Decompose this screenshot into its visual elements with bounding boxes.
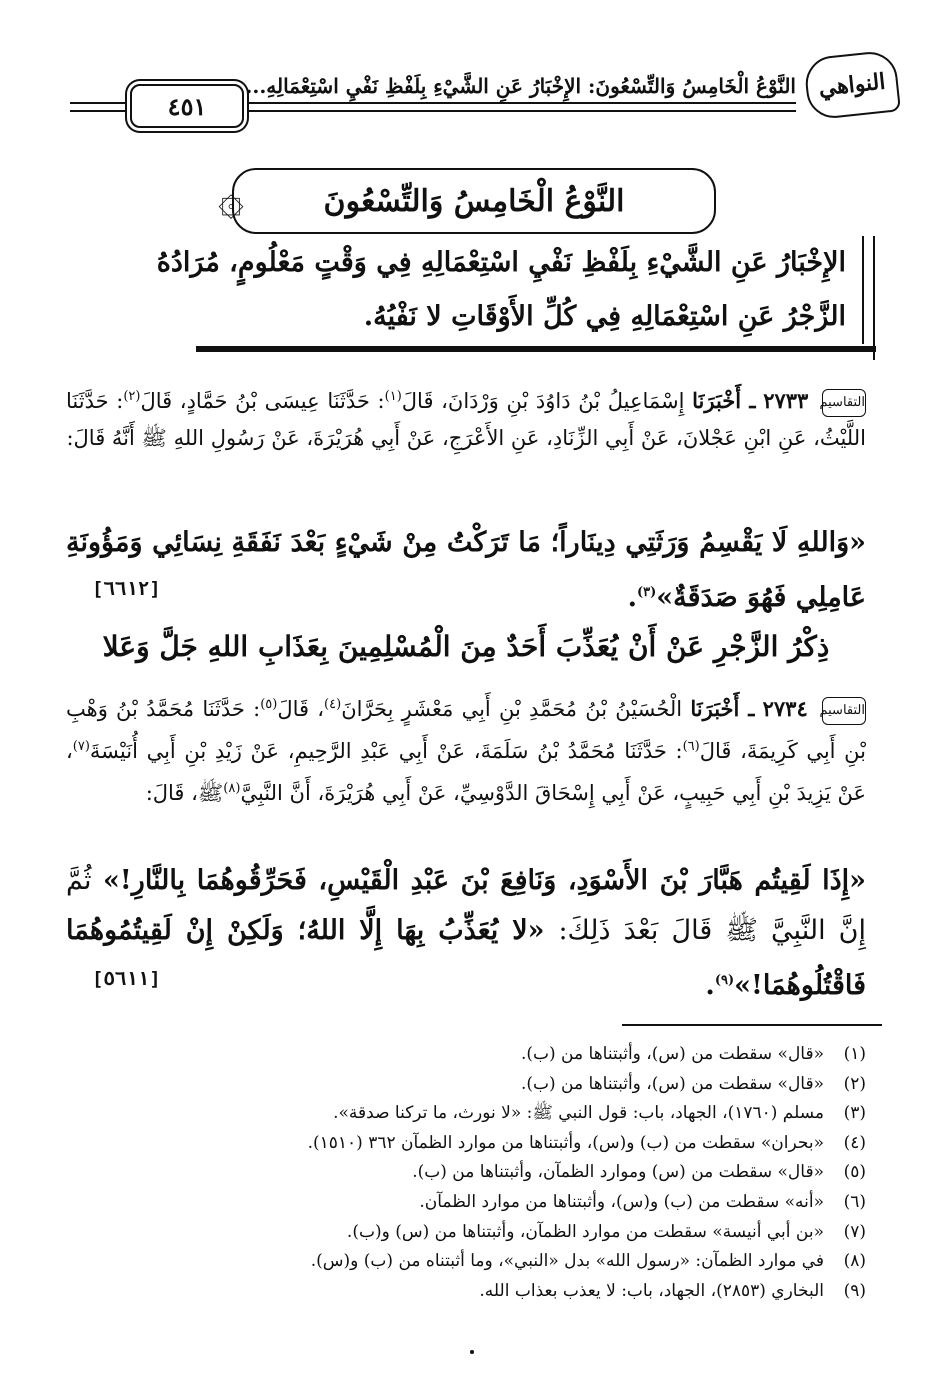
summary-side-rule <box>873 236 875 360</box>
hadith-marker-icon: التقاسيم <box>822 697 866 725</box>
footnote-separator <box>622 1024 882 1026</box>
matn-text: «إِذَا لَقِيتُم هَبَّارَ بْنَ الأَسْوَدِ، وَنَافِعَ بْنَ عَبْدِ الْقَيْسِ، فَحَرِّقُوهُمَا بِالنَّارِ!» <box>103 865 866 896</box>
footnote-ref[interactable]: (٢) <box>123 389 141 404</box>
matn-text: «وَاللهِ لَا يَقْسِمُ وَرَثَتِي دِينَاراً؛ مَا تَرَكْتُ مِنْ شَيْءٍ بَعْدَ نَفَقَةِ نِسَائِي وَمَؤُونَةِ عَامِلِي فَهُوَ صَدَقَةٌ» <box>66 527 866 613</box>
hadith-2734-reference: [٥٦١١] <box>92 968 161 990</box>
isnad-text: الْحُسَيْنُ بْنُ مُحَمَّدِ بْنِ أَبِي مَعْشَرٍ بِحَرَّانَ <box>341 697 683 721</box>
ornament-icon: ۞ <box>218 174 244 225</box>
section-subheading: ذِكْرُ الزَّجْرِ عَنْ أَنْ يُعَذِّبَ أَحَدٌ مِنَ الْمُسْلِمِينَ بِعَذَابِ اللهِ جَلَّ وَعَلا <box>102 630 830 663</box>
footnote-item: (٦) «أنه» سقطت من (ب) و(س)، وأثبتناها من موارد الظمآن. <box>419 1191 866 1212</box>
hadith-2733-reference: [٦٦١٢] <box>92 578 161 600</box>
matn-narration: ثُمَّ إِنَّ النَّبِيَّ ﷺ قَالَ بَعْدَ ذَلِكَ: <box>66 865 866 946</box>
footnote-item: (٧) «بن أبي أنيسة» سقطت من موارد الظمآن، وأثبتناها من (س) و(ب). <box>346 1221 866 1242</box>
header-rule-left <box>70 102 126 112</box>
footnote-item: (٢) «قال» سقطت من (س)، وأثبتناها من (ب). <box>520 1073 866 1094</box>
page-header <box>70 46 906 146</box>
footnote-ref[interactable]: (٤) <box>324 697 342 712</box>
isnad-text: إِسْمَاعِيلُ بْنُ دَاوُدَ بْنِ وَرْدَانَ، قَالَ <box>401 389 685 413</box>
page-bottom-dot <box>470 1350 474 1354</box>
isnad-text: : حَدَّثَنَا اللَّيْثُ، عَنِ ابْنِ عَجْلانَ، عَنْ أَبِي الزِّنَادِ، عَنِ الأَعْرَجِ، عَنْ أَبِي هُرَيْرَةَ، عَنْ رَسُولِ اللهِ ﷺ أَنَّهُ قَالَ: <box>66 389 866 450</box>
isnad-text: : حَدَّثَنَا مُحَمَّدُ بْنُ وَهْبِ بْنِ أَبِي كَرِيمَةَ، قَالَ <box>66 697 866 763</box>
hadith-2734-matn <box>66 856 866 1011</box>
footnote-item: (٣) مسلم (١٧٦٠)، الجهاد، باب: قول النبي ﷺ: «لا نورث، ما تركنا صدقة». <box>333 1103 866 1124</box>
matn-end: . <box>705 970 715 1001</box>
isnad-text: ، قَالَ <box>277 697 325 721</box>
footnote-ref[interactable]: (١) <box>384 389 402 404</box>
footnote-ref[interactable]: (٥) <box>260 697 278 712</box>
header-rule-right <box>244 102 796 112</box>
hadith-number: ٢٧٣٣ <box>763 388 809 413</box>
isnad-text: : حَدَّثَنَا مُحَمَّدُ بْنُ سَلَمَةَ، عَنْ أَبِي عَبْدِ الرَّحِيمِ، عَنْ زَيْدِ بْنِ أَبِي أُنَيْسَةَ <box>89 739 683 763</box>
section-corner-tag: النواهي <box>803 49 901 120</box>
hadith-lead: ـ أَخْبَرَنَا <box>690 696 755 721</box>
footnote-item: (١) «قال» سقطت من (س)، وأثبتناها من (ب). <box>520 1044 866 1064</box>
matn-text: «لا يُعَذِّبُ بِهَا إِلَّا اللهُ؛ وَلَكِنْ إِنْ لَقِيتُمُوهُمَا فَاقْتُلُوهُمَا!» <box>66 915 866 1001</box>
isnad-text: : حَدَّثَنَا عِيسَى بْنُ حَمَّادٍ، قَالَ <box>140 389 385 413</box>
chapter-summary: الإِخْبَارُ عَنِ الشَّيْءِ بِلَفْظِ نَفْيِ اسْتِعْمَالِهِ فِي وَقْتٍ مَعْلُومٍ، مُرَادُهُ الزَّجْرُ عَنِ اسْتِعْمَالِهِ فِي كُلِّ الأَوْقَاتِ لا نَفْيُهُ. <box>128 236 864 344</box>
hadith-2733-isnad <box>66 378 866 457</box>
footnote-item: (٥) «قال» سقطت من (س) وموارد الظمآن، وأثبتناها من (ب). <box>412 1162 866 1183</box>
isnad-text: ، عَنْ يَزِيدَ بْنِ أَبِي حَبِيبٍ، عَنْ أَبِي إِسْحَاقَ الدَّوْسِيِّ، عَنْ أَبِي هُرَيْرَةَ، أَنَّ النَّبِيَّ <box>66 739 866 805</box>
footnote-ref[interactable]: (٩) <box>714 973 735 988</box>
hadith-2734-isnad <box>66 686 866 812</box>
footnote-item: (٩) البخاري (٢٨٥٣)، الجهاد، باب: لا يعذب بعذاب الله. <box>479 1280 866 1301</box>
running-title: النَّوْعُ الْخَامِسُ وَالتِّسْعُونَ: الإِخْبَارُ عَنِ الشَّيْءِ بِلَفْظِ نَفْيِ اسْتِعْمَالِهِ... <box>245 74 796 98</box>
hadith-2733-matn <box>66 518 866 623</box>
footnote-ref[interactable]: (٣) <box>637 585 657 600</box>
hadith-lead: ـ أَخْبَرَنَا <box>692 388 756 413</box>
footnote-ref[interactable]: (٦) <box>682 739 700 754</box>
footnotes-list <box>106 1040 866 1306</box>
isnad-text: ﷺ، قَالَ: <box>145 781 224 805</box>
hadith-number: ٢٧٣٤ <box>762 696 808 721</box>
footnote-item: (٨) في موارد الظمآن: «رسول الله» بدل «النبي»، وما أثبتناه من (ب) و(س). <box>310 1251 866 1272</box>
chapter-divider <box>196 346 876 352</box>
footnote-item: (٤) «بحران» سقطت من (ب) و(س)، وأثبتناها من موارد الظمآن ٣٦٢ (١٥١٠). <box>307 1132 866 1153</box>
page-number: ٤٥١ <box>130 84 244 128</box>
matn-end: . <box>627 582 637 613</box>
footnote-ref[interactable]: (٧) <box>72 739 90 754</box>
hadith-marker-icon: التقاسيم <box>822 389 866 417</box>
chapter-title: النَّوْعُ الْخَامِسُ وَالتِّسْعُونَ <box>232 168 716 234</box>
footnote-ref[interactable]: (٨) <box>223 781 241 796</box>
